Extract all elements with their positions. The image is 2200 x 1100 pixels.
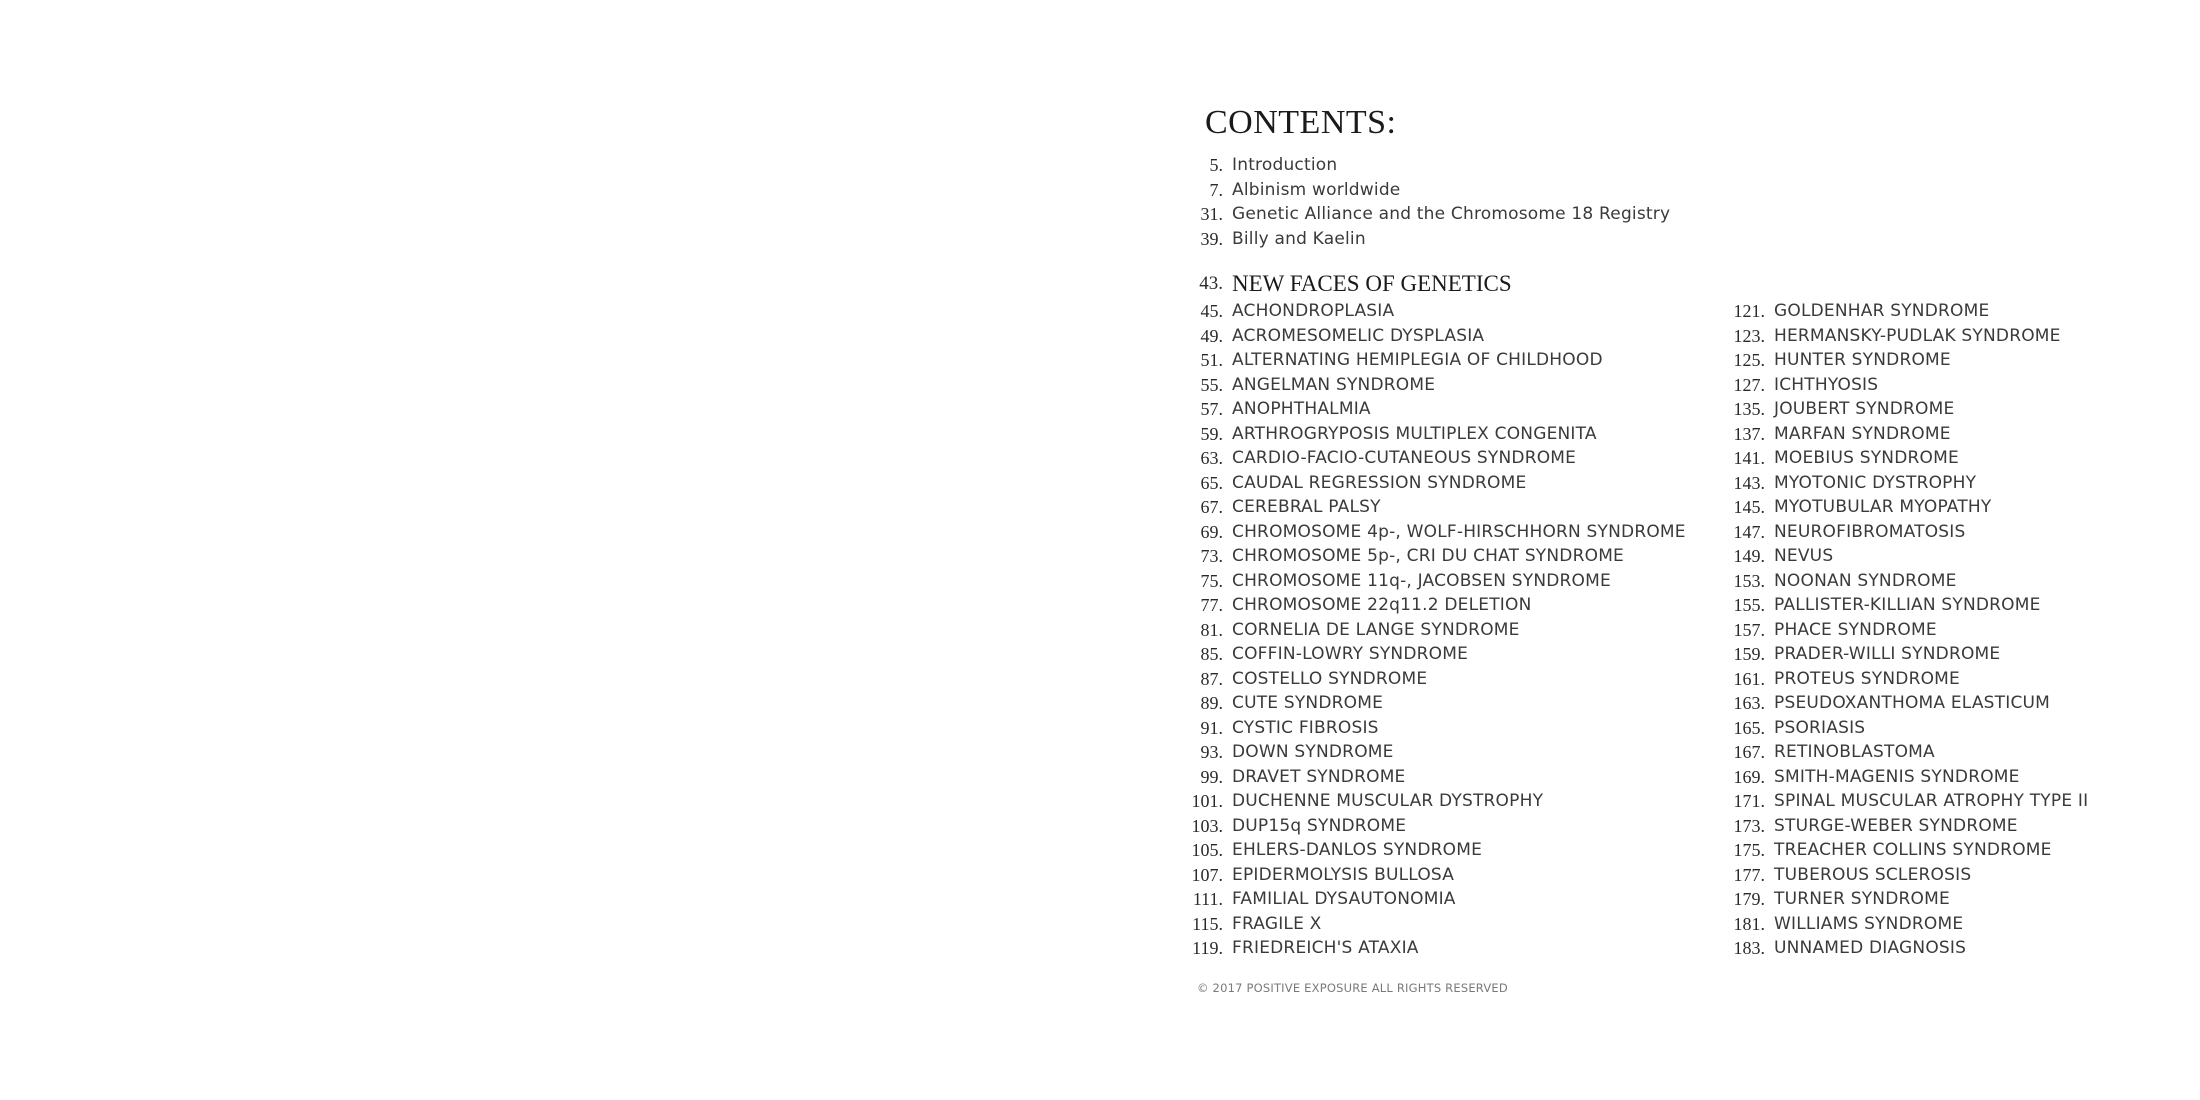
toc-entry [1733, 446, 1959, 470]
entry-label: NEUROFIBROMATOSIS [1774, 521, 1966, 542]
toc-entry [1733, 716, 1866, 740]
toc-entry [1733, 863, 1972, 887]
toc-entry [1209, 153, 1338, 177]
toc-entry [1733, 618, 1937, 642]
toc-entry [1733, 691, 2051, 715]
entry-label: ANGELMAN SYNDROME [1232, 374, 1436, 395]
page-number: 7. [1209, 179, 1223, 200]
toc-entry [1200, 471, 1527, 495]
page-number: 77. [1200, 595, 1223, 615]
toc-entry [1191, 789, 1544, 813]
entry-label: CHROMOSOME 4p-, WOLF-HIRSCHHORN SYNDROME [1232, 521, 1686, 542]
toc-entry [1200, 593, 1532, 617]
entry-label: MYOTONIC DYSTROPHY [1774, 472, 1977, 493]
entry-label: CYSTIC FIBROSIS [1232, 717, 1379, 738]
toc-entry [1733, 667, 1960, 691]
entry-label: SMITH-MAGENIS SYNDROME [1774, 766, 2020, 787]
page-number: 135. [1733, 399, 1765, 419]
page-number: 87. [1200, 668, 1223, 689]
entry-label: Albinism worldwide [1232, 179, 1401, 200]
page-number: 167. [1733, 742, 1765, 762]
entry-label: CARDIO-FACIO-CUTANEOUS SYNDROME [1232, 448, 1577, 468]
toc-entry [1200, 544, 1624, 568]
section-title: NEW FACES OF GENETICS [1232, 271, 1512, 296]
entry-label: ALTERNATING HEMIPLEGIA OF CHILDHOOD [1232, 350, 1603, 370]
copyright-notice: © 2017 POSITIVE EXPOSURE ALL RIGHTS RESERVED [1197, 981, 1508, 995]
page-number: 163. [1733, 693, 1765, 713]
toc-entry [1733, 814, 2018, 838]
page-number: 169. [1733, 766, 1765, 787]
page-number: 45. [1200, 301, 1223, 321]
toc-entry [1733, 740, 1935, 764]
page-title: CONTENTS: [1205, 104, 1397, 141]
entry-label: DUCHENNE MUSCULAR DYSTROPHY [1232, 791, 1544, 811]
page-number: 93. [1200, 742, 1223, 762]
toc-entry [1191, 838, 1483, 862]
toc-entry [1200, 397, 1371, 421]
toc-entry [1192, 887, 1456, 911]
entry-label: COSTELLO SYNDROME [1232, 668, 1428, 689]
entry-label: HERMANSKY-PUDLAK SYNDROME [1774, 325, 2061, 346]
toc-entry [1733, 544, 1834, 568]
page-number: 165. [1733, 717, 1765, 738]
toc-entry [1200, 202, 1671, 226]
page-number: 147. [1733, 521, 1765, 542]
toc-entry [1200, 667, 1428, 691]
toc-entry [1733, 348, 1951, 372]
toc-entry [1200, 618, 1520, 642]
toc-entry [1733, 373, 1879, 397]
page-number: 75. [1200, 570, 1223, 591]
page-number: 103. [1191, 815, 1223, 836]
entry-label: EHLERS-DANLOS SYNDROME [1232, 840, 1483, 860]
entry-label: PSEUDOXANTHOMA ELASTICUM [1774, 693, 2051, 713]
entry-label: PSORIASIS [1774, 717, 1866, 738]
entry-label: RETINOBLASTOMA [1774, 742, 1935, 762]
page-number: 157. [1733, 619, 1765, 640]
entry-label: FRAGILE X [1232, 913, 1322, 934]
entry-label: ANOPHTHALMIA [1232, 399, 1371, 419]
page-number: 5. [1209, 155, 1223, 175]
page-number: 177. [1733, 864, 1765, 885]
page-number: 99. [1200, 766, 1223, 787]
toc-entry [1192, 936, 1419, 960]
page-number: 73. [1200, 546, 1223, 566]
toc-entry [1733, 299, 1990, 323]
page-number: 149. [1733, 546, 1765, 566]
toc-entry [1733, 397, 1955, 421]
toc-entry [1733, 520, 1966, 544]
entry-label: FAMILIAL DYSAUTONOMIA [1232, 889, 1456, 909]
entry-label: TREACHER COLLINS SYNDROME [1774, 840, 2052, 860]
toc-entry [1733, 495, 1992, 519]
page-number: 85. [1200, 644, 1223, 664]
page-number: 81. [1200, 619, 1223, 640]
entry-label: FRIEDREICH'S ATAXIA [1232, 938, 1419, 958]
entry-label: PHACE SYNDROME [1774, 619, 1937, 640]
page-number: 89. [1200, 693, 1223, 713]
toc-entry [1200, 740, 1394, 764]
entry-label: DRAVET SYNDROME [1232, 766, 1406, 787]
entry-label: NEVUS [1774, 546, 1834, 566]
toc-entry [1733, 765, 2020, 789]
toc-entry [1200, 520, 1686, 544]
page-number: 179. [1733, 889, 1765, 909]
toc-entry [1733, 912, 1964, 936]
page-number: 127. [1733, 374, 1765, 395]
entry-label: STURGE-WEBER SYNDROME [1774, 815, 2018, 836]
page-number: 119. [1192, 938, 1223, 958]
toc-entry [1209, 178, 1401, 202]
entry-label: TUBEROUS SCLEROSIS [1774, 864, 1972, 885]
entry-label: WILLIAMS SYNDROME [1774, 913, 1964, 934]
toc-entry [1191, 863, 1455, 887]
toc-entry [1733, 789, 2089, 813]
page-number: 31. [1200, 204, 1223, 224]
page-number: 67. [1200, 497, 1223, 517]
toc-entry [1733, 593, 2041, 617]
entry-label: JOUBERT SYNDROME [1774, 399, 1955, 419]
entry-label: Genetic Alliance and the Chromosome 18 Registry [1232, 204, 1671, 224]
entry-label: SPINAL MUSCULAR ATROPHY TYPE II [1774, 791, 2089, 811]
entry-label: PALLISTER-KILLIAN SYNDROME [1774, 595, 2041, 615]
toc-entry [1200, 716, 1379, 740]
entry-label: NOONAN SYNDROME [1774, 570, 1957, 591]
page-number: 101. [1191, 791, 1223, 811]
page-number: 51. [1200, 350, 1223, 370]
page-number: 39. [1200, 228, 1223, 249]
page-number: 91. [1200, 717, 1223, 738]
page-number: 63. [1200, 448, 1223, 468]
page-number: 175. [1733, 840, 1765, 860]
section-heading [1199, 271, 1512, 296]
page-number: 69. [1200, 521, 1223, 542]
toc-entry [1200, 765, 1406, 789]
toc-entry [1191, 814, 1407, 838]
page-number: 155. [1733, 595, 1765, 615]
toc-entry [1733, 471, 1977, 495]
page-number: 59. [1200, 423, 1223, 444]
page-number: 125. [1733, 350, 1765, 370]
page-number: 145. [1733, 497, 1765, 517]
toc-entry [1192, 912, 1322, 936]
page-number: 123. [1733, 325, 1765, 346]
page-number: 57. [1200, 399, 1223, 419]
entry-label: CHROMOSOME 22q11.2 DELETION [1232, 595, 1532, 615]
entry-label: CHROMOSOME 11q-, JACOBSEN SYNDROME [1232, 570, 1611, 591]
toc-entry [1733, 887, 1950, 911]
entry-label: Introduction [1232, 155, 1338, 175]
entry-label: MYOTUBULAR MYOPATHY [1774, 497, 1992, 517]
toc-entry [1200, 642, 1469, 666]
entry-label: ACHONDROPLASIA [1232, 301, 1395, 321]
toc-entry [1200, 495, 1381, 519]
toc-entry [1200, 227, 1366, 251]
page-number: 183. [1733, 938, 1765, 958]
entry-label: CHROMOSOME 5p-, CRI DU CHAT SYNDROME [1232, 546, 1624, 566]
entry-label: GOLDENHAR SYNDROME [1774, 301, 1990, 321]
page-number: 181. [1733, 913, 1765, 934]
entry-label: PROTEUS SYNDROME [1774, 668, 1960, 689]
toc-entry [1733, 569, 1957, 593]
entry-label: CEREBRAL PALSY [1232, 497, 1381, 517]
toc-entry [1200, 299, 1395, 323]
page-number: 161. [1733, 668, 1765, 689]
page-number: 173. [1733, 815, 1765, 836]
toc-entry [1733, 838, 2052, 862]
entry-label: MOEBIUS SYNDROME [1774, 448, 1959, 468]
entry-label: COFFIN-LOWRY SYNDROME [1232, 644, 1469, 664]
toc-entry [1733, 936, 1967, 960]
entry-label: CAUDAL REGRESSION SYNDROME [1232, 472, 1527, 493]
toc-entry [1200, 373, 1436, 397]
entry-label: CORNELIA DE LANGE SYNDROME [1232, 619, 1520, 640]
page-number: 121. [1733, 301, 1765, 321]
entry-label: TURNER SYNDROME [1774, 889, 1950, 909]
toc-entry [1200, 422, 1597, 446]
entry-label: EPIDERMOLYSIS BULLOSA [1232, 864, 1455, 885]
entry-label: UNNAMED DIAGNOSIS [1774, 938, 1967, 958]
entry-label: Billy and Kaelin [1232, 228, 1366, 249]
toc-entry [1200, 446, 1577, 470]
entry-label: ACROMESOMELIC DYSPLASIA [1232, 325, 1485, 346]
entry-label: PRADER-WILLI SYNDROME [1774, 644, 2001, 664]
entry-label: HUNTER SYNDROME [1774, 350, 1951, 370]
page-number: 137. [1733, 423, 1765, 444]
page-number: 141. [1733, 448, 1765, 468]
page-number: 171. [1733, 791, 1765, 811]
toc-entry [1733, 324, 2061, 348]
toc-entry [1200, 348, 1603, 372]
toc-entry [1200, 569, 1611, 593]
page-number: 143. [1733, 472, 1765, 493]
entry-label: DOWN SYNDROME [1232, 742, 1394, 762]
entry-label: MARFAN SYNDROME [1774, 423, 1951, 444]
toc-entry [1733, 422, 1951, 446]
page-number: 111. [1192, 889, 1223, 909]
page-number: 107. [1191, 864, 1223, 885]
page-number: 65. [1200, 472, 1223, 493]
page-number: 153. [1733, 570, 1765, 591]
page-number: 105. [1191, 840, 1223, 860]
page-number: 43. [1199, 273, 1223, 294]
toc-entry [1200, 691, 1384, 715]
page-number: 55. [1200, 374, 1223, 395]
page-number: 159. [1733, 644, 1765, 664]
page-number: 115. [1192, 913, 1223, 934]
entry-label: CUTE SYNDROME [1232, 693, 1384, 713]
entry-label: DUP15q SYNDROME [1232, 815, 1407, 836]
entry-label: ICHTHYOSIS [1774, 374, 1879, 395]
toc-entry [1200, 324, 1485, 348]
toc-entry [1733, 642, 2001, 666]
page-number: 49. [1200, 325, 1223, 346]
entry-label: ARTHROGRYPOSIS MULTIPLEX CONGENITA [1232, 423, 1597, 444]
